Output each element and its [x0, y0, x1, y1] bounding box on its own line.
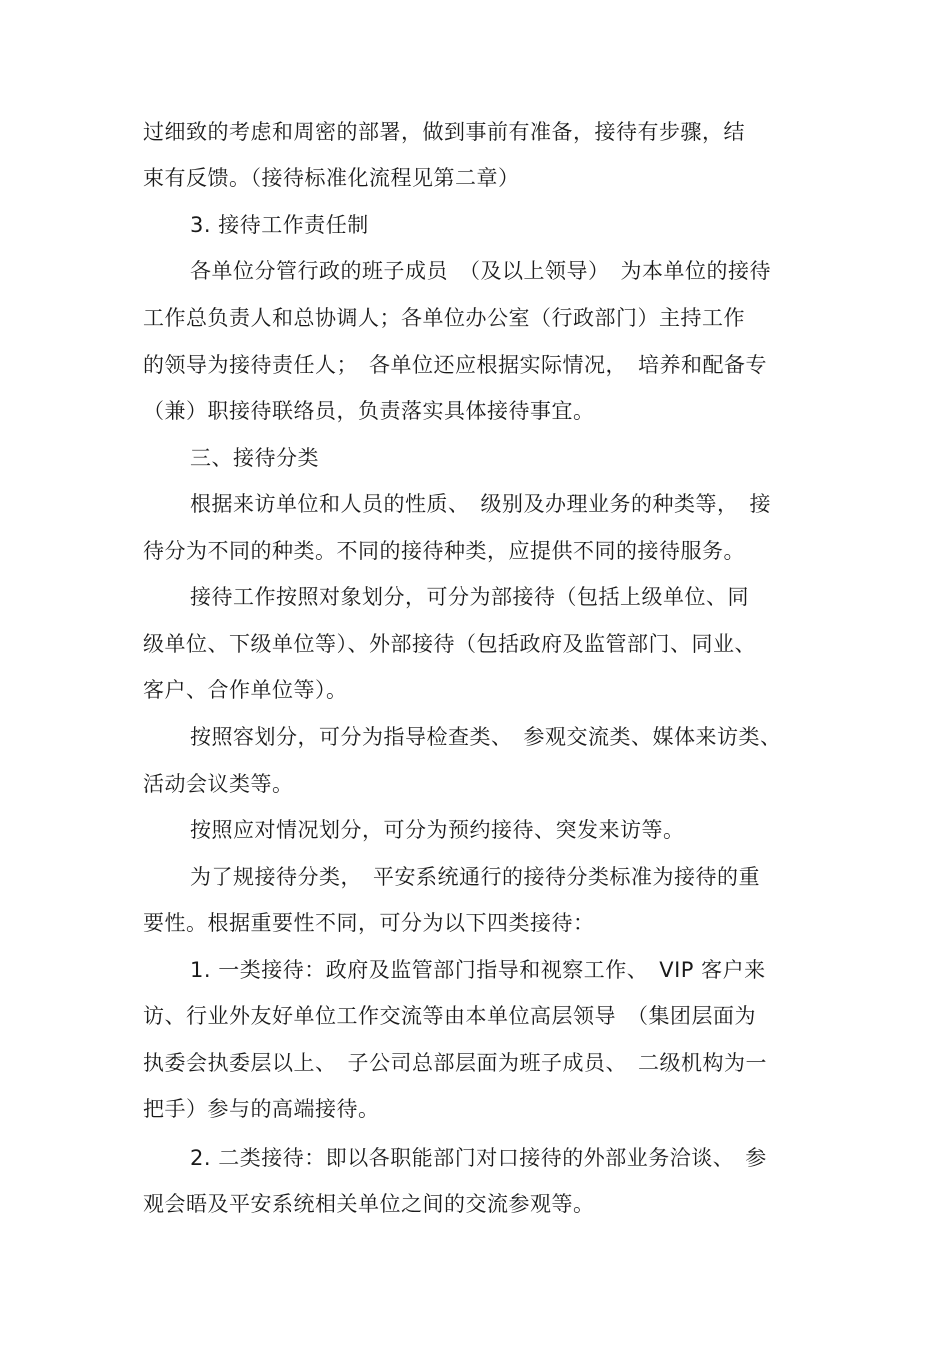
- paragraph-line: 把手）参与的高端接待。: [143, 1097, 380, 1121]
- list-item: 1. 一类接待：政府及监管部门指导和视察工作、 VIP 客户来: [190, 958, 766, 982]
- paragraph-line: 的领导为接待责任人； 各单位还应根据实际情况， 培养和配备专: [143, 353, 767, 377]
- paragraph-line: 为了规接待分类， 平安系统通行的接待分类标准为接待的重: [190, 865, 760, 889]
- paragraph-line: 活动会议类等。: [143, 772, 294, 796]
- paragraph-line: 执委会执委层以上、 子公司总部层面为班子成员、 二级机构为一: [143, 1051, 767, 1075]
- section-heading: 三、接待分类: [190, 446, 319, 470]
- paragraph-line: 级单位、下级单位等）、外部接待（包括政府及监管部门、同业、: [143, 632, 756, 656]
- paragraph-line: 束有反馈。（接待标准化流程见第二章）: [143, 166, 520, 190]
- paragraph-line: 待分为不同的种类。不同的接待种类，应提供不同的接待服务。: [143, 539, 745, 563]
- paragraph-line: 客户、合作单位等）。: [143, 678, 348, 702]
- paragraph-line: 访、行业外友好单位工作交流等由本单位高层领导 （集团层面为: [143, 1004, 756, 1028]
- section-heading: 3. 接待工作责任制: [190, 213, 369, 237]
- paragraph-line: 要性。根据重要性不同，可分为以下四类接待：: [143, 911, 595, 935]
- paragraph-line: 观会晤及平安系统相关单位之间的交流参观等。: [143, 1192, 595, 1216]
- paragraph-line: 按照容划分，可分为指导检查类、 参观交流类、媒体来访类、: [190, 725, 782, 749]
- paragraph-line: 根据来访单位和人员的性质、 级别及办理业务的种类等， 接: [190, 492, 771, 516]
- paragraph-line: 过细致的考虑和周密的部署，做到事前有准备，接待有步骤，结: [143, 120, 745, 144]
- paragraph-line: 接待工作按照对象划分，可分为部接待（包括上级单位、同: [190, 585, 749, 609]
- paragraph-line: 按照应对情况划分，可分为预约接待、突发来访等。: [190, 818, 685, 842]
- paragraph-line: （兼）职接待联络员，负责落实具体接待事宜。: [143, 399, 595, 423]
- list-item: 2. 二类接待：即以各职能部门对口接待的外部业务洽谈、 参: [190, 1146, 767, 1170]
- paragraph-line: 工作总负责人和总协调人；各单位办公室（行政部门）主持工作: [143, 306, 745, 330]
- paragraph-line: 各单位分管行政的班子成员 （及以上领导） 为本单位的接待: [190, 259, 771, 283]
